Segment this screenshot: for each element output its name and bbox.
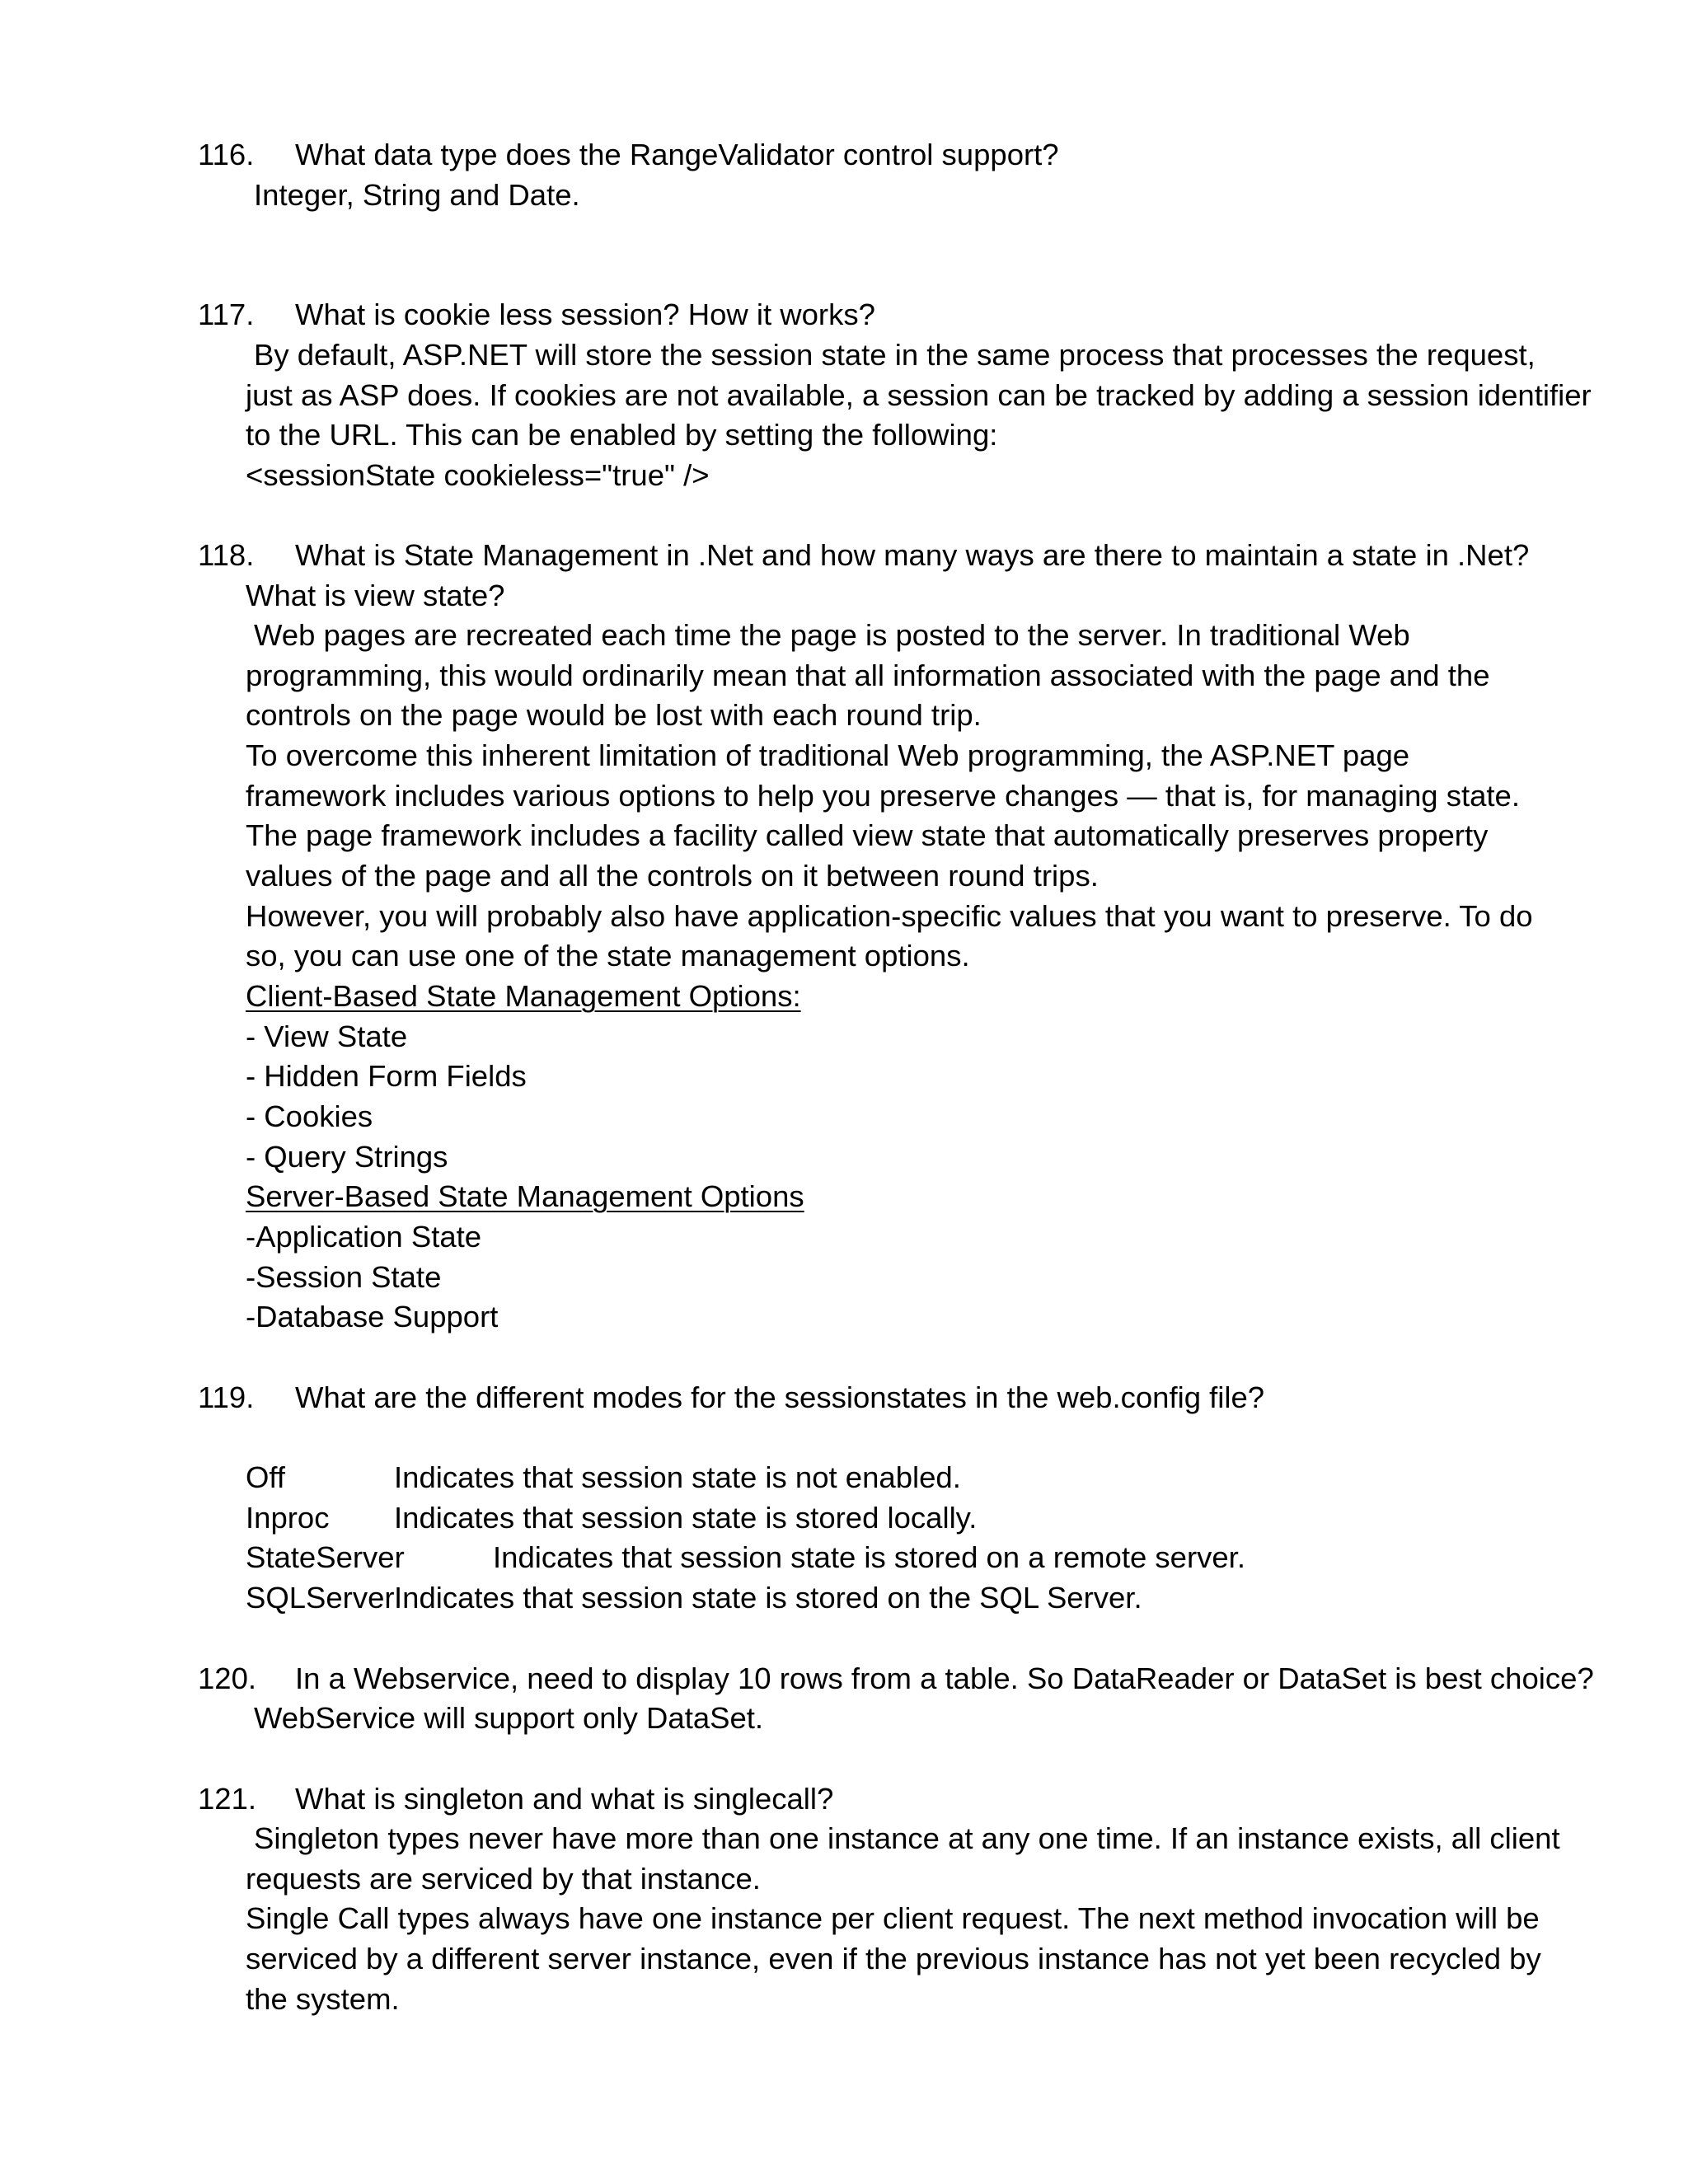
server-options-heading: Server-Based State Management Options xyxy=(246,1179,804,1213)
question-number: 117. xyxy=(198,298,255,331)
question-number: 120. xyxy=(198,1661,257,1695)
list-item: - Cookies xyxy=(246,1099,373,1133)
mode-name: Off xyxy=(246,1460,286,1494)
answer-line: By default, ASP.NET will store the session state in the same process that processes the request, xyxy=(254,338,1536,372)
code-line: <sessionState cookieless="true" /> xyxy=(246,458,710,492)
list-item: - Query Strings xyxy=(246,1140,448,1174)
list-item: - View State xyxy=(246,1019,408,1053)
mode-name: SQLServer xyxy=(246,1581,395,1615)
question-text: What is State Management in .Net and how many ways are there to maintain a state in .Net? xyxy=(295,538,1530,572)
answer-line: Single Call types always have one instance per client request. The next method invocation will be xyxy=(246,1901,1540,1935)
list-item: - Hidden Form Fields xyxy=(246,1059,527,1093)
question-text: What is cookie less session? How it works? xyxy=(295,298,875,331)
answer-line: just as ASP does. If cookies are not available, a session can be tracked by adding a session identifier xyxy=(246,378,1592,412)
mode-description: Indicates that session state is stored on a remote server. xyxy=(493,1540,1245,1574)
answer-line: To overcome this inherent limitation of traditional Web programming, the ASP.NET page xyxy=(246,738,1410,772)
question-text: What is singleton and what is singlecall? xyxy=(295,1782,834,1816)
answer-line: to the URL. This can be enabled by setting the following: xyxy=(246,418,998,452)
answer-line: the system. xyxy=(246,1982,400,2016)
answer-line: values of the page and all the controls on it between round trips. xyxy=(246,859,1099,893)
client-options-heading: Client-Based State Management Options: xyxy=(246,979,801,1013)
answer-line: Web pages are recreated each time the page is posted to the server. In traditional Web xyxy=(254,618,1410,652)
answer-line: programming, this would ordinarily mean that all information associated with the page and the xyxy=(246,658,1490,692)
answer-line: so, you can use one of the state management options. xyxy=(246,939,970,972)
answer-line: framework includes various options to help you preserve changes — that is, for managing state. xyxy=(246,779,1520,813)
question-text: In a Webservice, need to display 10 rows from a table. So DataReader or DataSet is best choice? xyxy=(295,1661,1594,1695)
question-number: 116. xyxy=(198,138,255,171)
question-text: What data type does the RangeValidator control support? xyxy=(295,138,1059,171)
list-item: -Application State xyxy=(246,1220,482,1254)
answer-line: WebService will support only DataSet. xyxy=(254,1701,764,1735)
answer-line: The page framework includes a facility called view state that automatically preserves property xyxy=(246,818,1489,852)
question-text: What are the different modes for the sessionstates in the web.config file? xyxy=(295,1380,1265,1414)
mode-description: Indicates that session state is stored on the SQL Server. xyxy=(394,1581,1142,1615)
mode-name: Inproc xyxy=(246,1501,330,1535)
answer-line: However, you will probably also have application-specific values that you want to preserve. To do xyxy=(246,899,1533,933)
answer-line: Integer, String and Date. xyxy=(254,178,580,212)
question-number: 119. xyxy=(198,1380,255,1414)
mode-name: StateServer xyxy=(246,1540,405,1574)
question-text-continued: What is view state? xyxy=(246,579,505,612)
question-number: 121. xyxy=(198,1782,257,1816)
list-item: -Session State xyxy=(246,1260,442,1294)
answer-line: serviced by a different server instance, even if the previous instance has not yet been recycled by xyxy=(246,1942,1541,1975)
answer-line: controls on the page would be lost with each round trip. xyxy=(246,698,982,732)
mode-description: Indicates that session state is not enabled. xyxy=(394,1460,961,1494)
answer-line: Singleton types never have more than one instance at any one time. If an instance exists, all client xyxy=(254,1821,1560,1855)
question-number: 118. xyxy=(198,538,255,572)
list-item: -Database Support xyxy=(246,1300,499,1333)
mode-description: Indicates that session state is stored locally. xyxy=(394,1501,978,1535)
answer-line: requests are serviced by that instance. xyxy=(246,1862,761,1896)
